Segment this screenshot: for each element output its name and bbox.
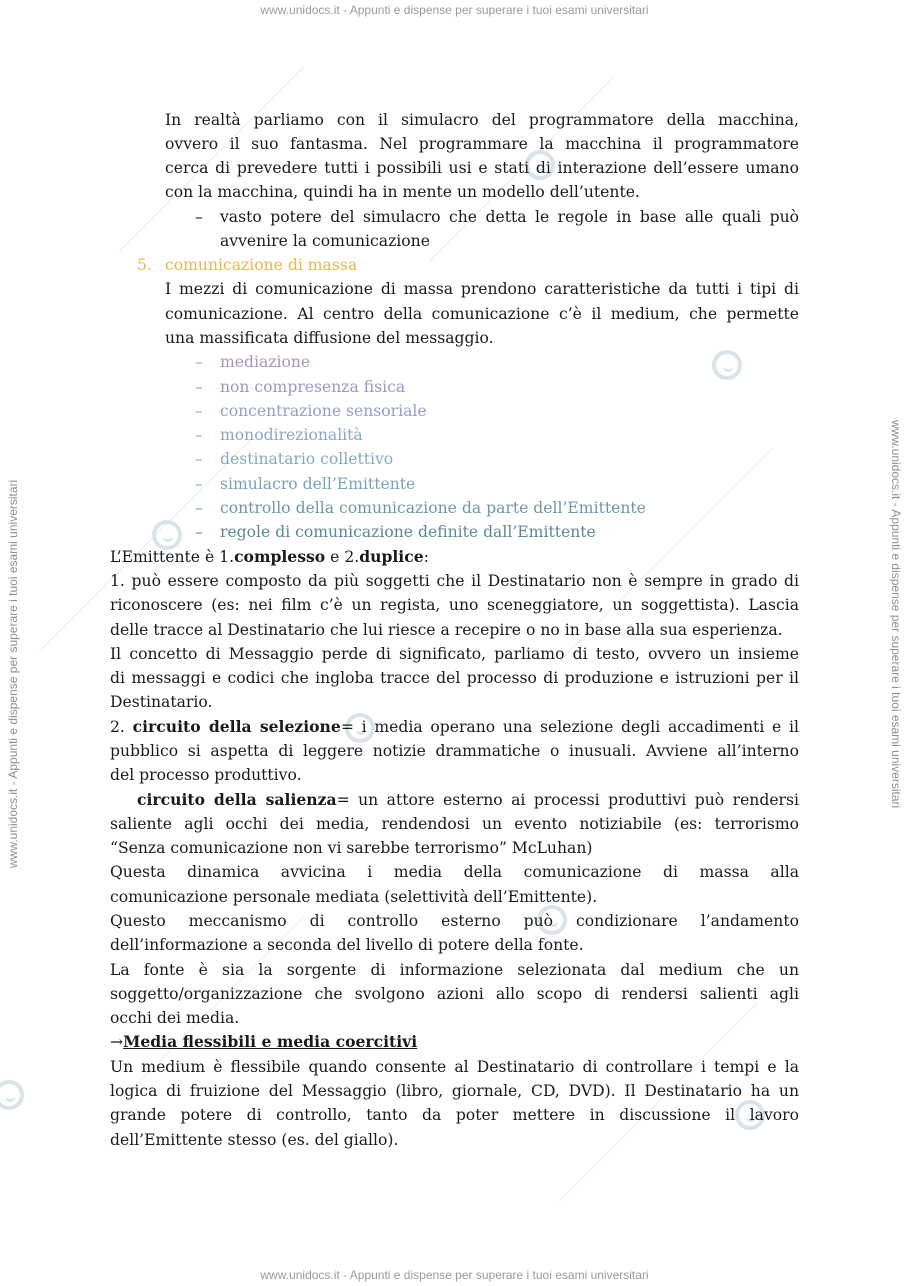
paragraph-line: delle tracce al Destinatario che lui riesce a recepire o no in base alla sua esperienza. — [110, 621, 783, 639]
subsection-heading: →Media flessibili e media coercitivi — [110, 1032, 418, 1051]
bullet-dash: – — [195, 378, 203, 396]
paragraph-line: riconoscere (es: nei film c’è un regista, uno sceneggiatore, un soggettista). Lascia — [110, 596, 799, 614]
paragraph-line: I mezzi di comunicazione di massa prendono caratteristiche da tutti i tipi di — [165, 280, 799, 298]
bullet-dash: – — [195, 475, 203, 493]
paragraph-line: Questa dinamica avvicina i media della comunicazione di massa alla — [110, 863, 799, 881]
bullet-text: avvenire la comunicazione — [220, 232, 430, 250]
paragraph-line: La fonte è sia la sorgente di informazione selezionata dal medium che un — [110, 961, 799, 979]
list-item: destinatario collettivo — [220, 450, 394, 468]
watermark-right: www.unidocs.it - Appunti e dispense per superare i tuoi esami universitari — [889, 420, 903, 809]
watermark-top: www.unidocs.it - Appunti e dispense per superare i tuoi esami universitari — [260, 3, 649, 17]
paragraph-line: dell’informazione a seconda del livello di potere della fonte. — [110, 936, 584, 954]
unidocs-logo-icon — [0, 1080, 24, 1110]
paragraph-line: dell’Emittente stesso (es. del giallo). — [110, 1131, 399, 1149]
list-item: monodirezionalità — [220, 426, 363, 444]
bullet-dash: – — [195, 426, 203, 444]
section-number: 5. — [137, 256, 152, 274]
paragraph-line: Questo meccanismo di controllo esterno può condizionare l’andamento — [110, 912, 799, 930]
paragraph-line: cerca di prevedere tutti i possibili usi e stati di interazione dell’essere umano — [165, 159, 799, 177]
paragraph-line: una massificata diffusione del messaggio. — [165, 329, 494, 347]
list-item: controllo della comunicazione da parte dell’Emittente — [220, 499, 646, 517]
watermark-bottom: www.unidocs.it - Appunti e dispense per superare i tuoi esami universitari — [260, 1268, 649, 1282]
emittente-heading: L’Emittente è 1.complesso e 2.duplice: — [110, 547, 429, 566]
section-title: comunicazione di massa — [165, 256, 358, 274]
paragraph-line: con la macchina, quindi ha in mente un modello dell’utente. — [165, 183, 640, 201]
paragraph-line: ovvero il suo fantasma. Nel programmare la macchina il programmatore — [165, 135, 799, 153]
bullet-dash: – — [195, 402, 203, 420]
paragraph-line: di messaggi e codici che ingloba tracce del processo di produzione e istruzioni per il — [110, 669, 799, 687]
paragraph-line: circuito della salienza= un attore esterno ai processi produttivi può rendersi — [137, 790, 799, 809]
paragraph-line: 2. circuito della selezione= i media operano una selezione degli accadimenti e il — [110, 717, 799, 736]
paragraph-line: comunicazione. Al centro della comunicazione c’è il medium, che permette — [165, 305, 799, 323]
watermark-left: www.unidocs.it - Appunti e dispense per superare i tuoi esami universitari — [6, 479, 20, 868]
paragraph-line: comunicazione personale mediata (selettività dell’Emittente). — [110, 888, 598, 906]
list-item: concentrazione sensoriale — [220, 402, 427, 420]
paragraph-line: soggetto/organizzazione che svolgono azioni allo scopo di rendersi salienti agli — [110, 985, 799, 1003]
bullet-dash: – — [195, 208, 203, 226]
list-item: mediazione — [220, 353, 311, 371]
paragraph-line: grande potere di controllo, tanto da poter mettere in discussione il lavoro — [110, 1106, 799, 1124]
paragraph-line: In realtà parliamo con il simulacro del programmatore della macchina, — [165, 111, 799, 129]
paragraph-line: Il concetto di Messaggio perde di significato, parliamo di testo, ovvero un insieme — [110, 645, 799, 663]
list-item: simulacro dell’Emittente — [220, 475, 416, 493]
list-item: non compresenza fisica — [220, 378, 406, 396]
paragraph-line: 1. può essere composto da più soggetti che il Destinatario non è sempre in grado di — [110, 572, 799, 590]
bullet-dash: – — [195, 499, 203, 517]
bullet-dash: – — [195, 523, 203, 541]
paragraph-line: saliente agli occhi dei media, rendendosi un evento notiziabile (es: terrorismo — [110, 815, 799, 833]
list-item: regole di comunicazione definite dall’Emittente — [220, 523, 596, 541]
arrow-icon: → — [110, 1033, 124, 1051]
paragraph-line: pubblico si aspetta di leggere notizie drammatiche o inusuali. Avviene all’interno — [110, 742, 799, 760]
paragraph-line: “Senza comunicazione non vi sarebbe terrorismo” McLuhan) — [110, 839, 593, 857]
paragraph-line: logica di fruizione del Messaggio (libro, giornale, CD, DVD). Il Destinatario ha un — [110, 1082, 799, 1100]
bullet-dash: – — [195, 353, 203, 371]
paragraph-line: del processo produttivo. — [110, 766, 302, 784]
paragraph-line: Un medium è flessibile quando consente al Destinatario di controllare i tempi e la — [110, 1058, 799, 1076]
paragraph-line: Destinatario. — [110, 693, 213, 711]
bullet-dash: – — [195, 450, 203, 468]
bullet-text: vasto potere del simulacro che detta le regole in base alle quali può — [220, 208, 799, 226]
paragraph-line: occhi dei media. — [110, 1009, 240, 1027]
